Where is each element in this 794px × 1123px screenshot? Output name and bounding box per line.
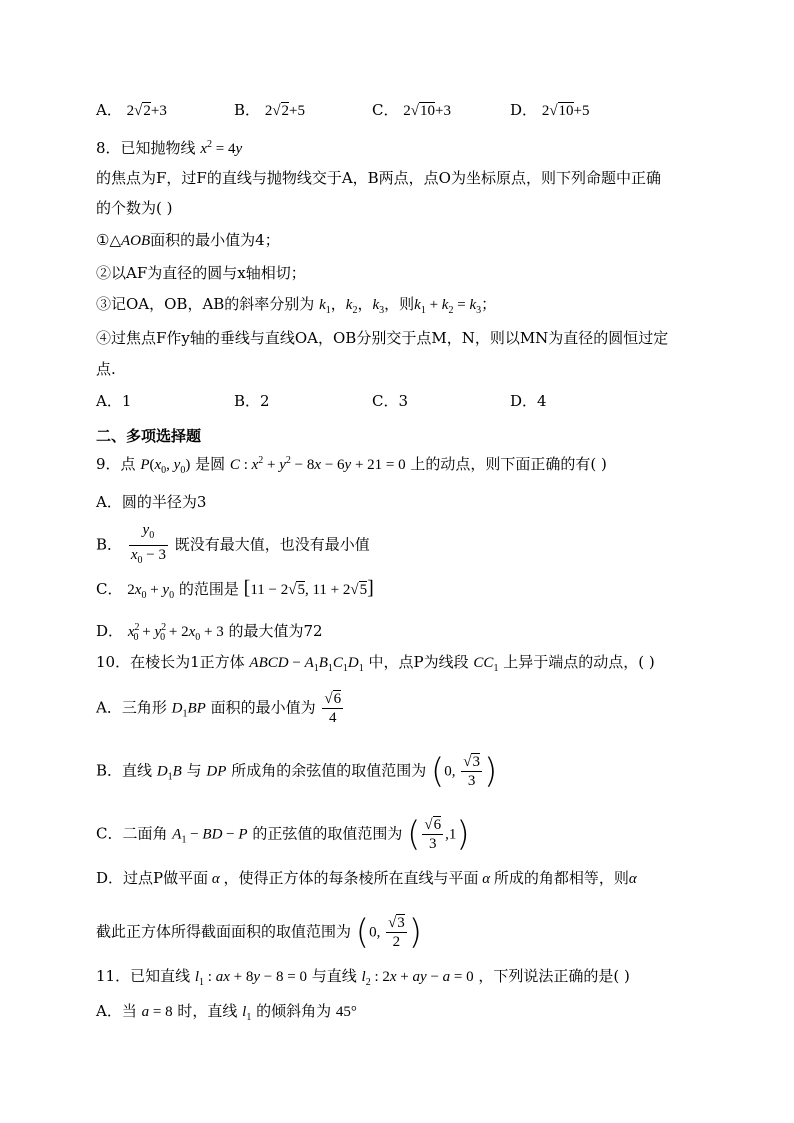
- q8-statement-1: ①△AOB面积的最小值为4；: [96, 231, 280, 249]
- option-text: 既没有最大值，也没有最小值: [174, 535, 370, 554]
- option-text: C．二面角: [96, 824, 168, 843]
- q9-option-c: C． $2x_0 + y_0$ 的范围是 [11 − 2√5, 11 + 2√5]: [96, 577, 374, 601]
- question-text: 是圆: [195, 455, 226, 473]
- math: +3: [435, 103, 451, 119]
- section-heading: 二、多项选择题: [96, 427, 202, 445]
- question-text: 上异于端点的动点，( ): [503, 653, 655, 671]
- q11-stem: 11．已知直线 $l_1$ : ax + 8y − 8 = 0 与直线 $l_2$ : 2x + ay − a = 0 ，下列说法正确的是( ): [96, 967, 630, 988]
- math: 2: [126, 103, 135, 119]
- q9-option-a: A．圆的半径为3: [96, 493, 207, 511]
- q7-option-b: B． 2√2+5: [234, 101, 306, 119]
- option-label: D．: [510, 101, 538, 119]
- q8-option-c: C．3: [372, 392, 409, 410]
- q10-option-b: B．直线 $D_1B$ 与 DP 所成角的余弦值的取值范围为 (0, $\frac{√3}{3}$ ): [96, 751, 498, 792]
- question-text: 11．已知直线: [96, 967, 191, 985]
- q8-statement-4: ④过焦点F作y轴的垂线与直线OA，OB分别交于点M，N，则以MN为直径的圆恒过定: [96, 329, 669, 347]
- question-text: 10．在棱长为1正方体: [96, 653, 245, 671]
- q9-stem: 9．点 $P(x_0$, $y_0$) 是圆 C : $x^2 + y^2 - 8x - 6y + 21 = 0$ 上的动点，则下面正确的有( ): [96, 455, 607, 476]
- option-text: 所成的角都相等，则: [493, 869, 629, 887]
- option-label: C．: [372, 101, 399, 119]
- question-text: ，下列说法正确的是( ): [478, 967, 630, 985]
- option-text: 与: [186, 761, 202, 780]
- q8-option-b: B．2: [234, 392, 270, 410]
- q9-option-b: B． $\frac{y_0}{x_0 - 3}$ 既没有最大值，也没有最小值: [96, 522, 370, 566]
- q8-stem-line1: 8．已知抛物线 $x^2 = 4y$: [96, 139, 243, 157]
- radicand: 2: [281, 103, 290, 119]
- option-text: 所成角的余弦值的取值范围为: [231, 761, 427, 780]
- q7-option-d: D． 2√10+5: [510, 101, 590, 119]
- statement-text: ①△: [96, 231, 121, 249]
- q10-stem: 10．在棱长为1正方体 ABCD − $A_1B_1C_1D_1$ 中，点P为线段 $CC_1$ 上异于端点的动点，( ): [96, 653, 655, 674]
- statement-text: ，则: [384, 295, 415, 313]
- option-text: 的正弦值的取值范围为: [252, 824, 403, 843]
- option-text: B．直线: [96, 761, 153, 780]
- option-text: A．三角形: [96, 698, 167, 717]
- q11-option-a: A．当 a = 8 时，直线 $l_1$ 的倾斜角为 45°: [96, 1002, 357, 1023]
- math: 2: [541, 103, 550, 119]
- q7-option-a: A． 2√2+3: [96, 101, 167, 119]
- question-text: 9．点: [96, 455, 136, 473]
- q9-option-d: D． $x^2_0 + y^2_0 + 2x_0 + 3$ 的最大值为72: [96, 622, 323, 643]
- q10-option-d-line2: 截此正方体所得截面面积的取值范围为 (0, $\frac{√3}{2}$ ): [96, 912, 423, 953]
- q10-option-d-line1: D．过点P做平面 α ，使得正方体的每条棱所在直线与平面 α 所成的角都相等，则α: [96, 869, 637, 887]
- math: +3: [150, 103, 167, 119]
- question-text: 8．已知抛物线: [96, 139, 196, 157]
- radicand: 2: [143, 103, 151, 119]
- radicand: 10: [420, 103, 435, 119]
- option-text: D．过点P做平面: [96, 869, 209, 887]
- math: +5: [289, 103, 306, 119]
- option-text: ，使得正方体的每条棱所在直线与平面: [223, 869, 479, 887]
- q8-statement-3: ③记OA，OB，AB的斜率分别为 $k_1$，$k_2$，$k_3$，则$k_1 + k_2 = k_3$；: [96, 295, 497, 316]
- option-text: 的最大值为72: [228, 622, 323, 640]
- question-text: 与直线: [311, 967, 357, 985]
- q10-option-c: C．二面角 $A_1$ − BD − P 的正弦值的取值范围为 ( $\frac{√6}{3}$ ,1): [96, 814, 470, 855]
- option-label: B．: [234, 101, 261, 119]
- option-label: A．: [96, 101, 122, 119]
- option-label: B．: [96, 535, 123, 554]
- math: 2: [264, 103, 273, 119]
- option-text: 面积的最小值为: [210, 698, 316, 717]
- question-text: 上的动点，则下面正确的有( ): [410, 455, 607, 473]
- option-text: A．当: [96, 1002, 137, 1020]
- formula: x: [200, 141, 207, 157]
- q8-stem-line2: 的焦点为F，过F的直线与抛物线交于A，B两点，点O为坐标原点，则下列命题中正确: [96, 169, 661, 187]
- q8-statement-2: ②以AF为直径的圆与x轴相切；: [96, 264, 306, 282]
- statement-text: ③记OA，OB，AB的斜率分别为: [96, 295, 315, 313]
- q8-option-a: A．1: [96, 392, 132, 410]
- q8-stem-line3: 的个数为( ): [96, 199, 173, 217]
- q10-option-a: A．三角形 $D_1BP$ 面积的最小值为 $\frac{√6}{4}$: [96, 691, 342, 726]
- statement-text: 面积的最小值为4；: [150, 231, 280, 249]
- q7-option-c: C． 2√10+3: [372, 101, 451, 119]
- option-label: D．: [96, 622, 124, 640]
- option-text: 的倾斜角为: [256, 1002, 332, 1020]
- radicand: 10: [558, 103, 574, 119]
- option-text: 的范围是: [178, 580, 239, 598]
- option-text: 时，直线: [177, 1002, 238, 1020]
- math: +5: [573, 103, 590, 119]
- question-text: 中，点P为线段: [368, 653, 469, 671]
- q8-statement-4-cont: 点.: [96, 360, 116, 378]
- option-label: C．: [96, 580, 123, 598]
- option-text: 截此正方体所得截面面积的取值范围为: [96, 922, 352, 941]
- q8-option-d: D．4: [510, 392, 547, 410]
- math: 2: [403, 103, 411, 119]
